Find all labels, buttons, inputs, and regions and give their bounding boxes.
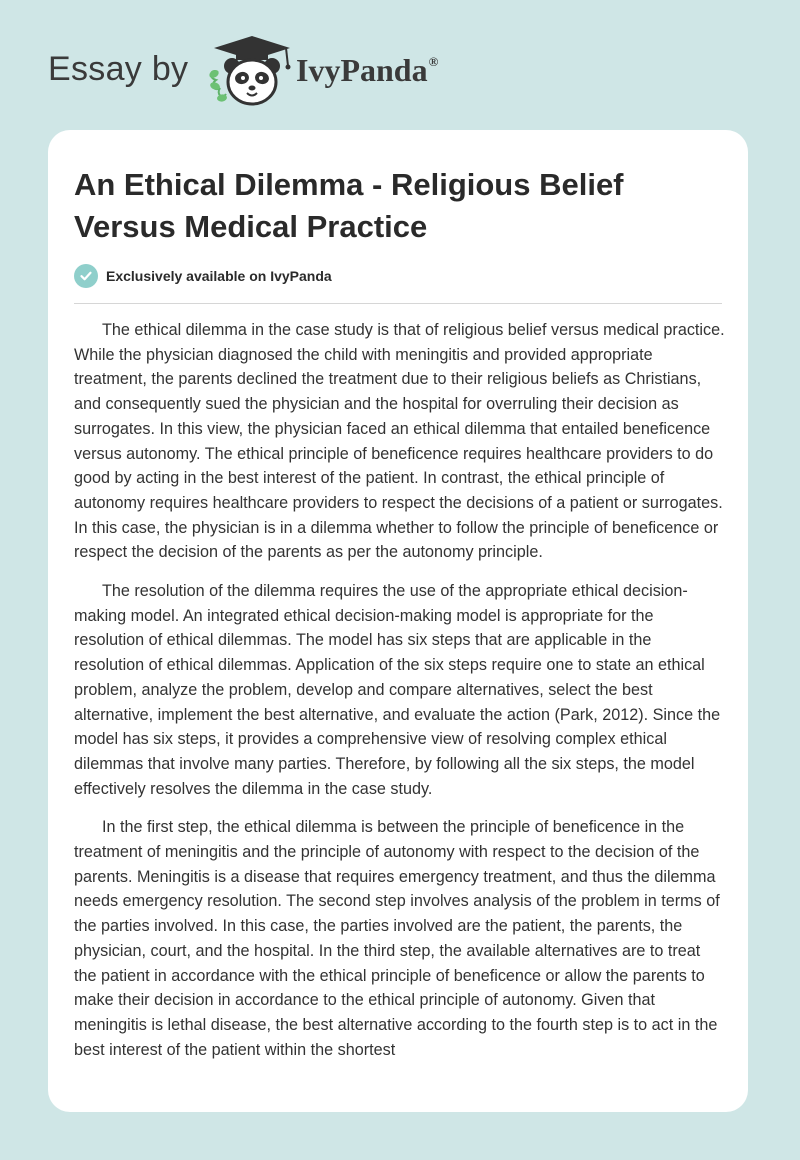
essay-card bbox=[48, 130, 748, 1112]
essay-by-label: Essay by bbox=[48, 50, 189, 88]
page-title: An Ethical Dilemma - Religious Belief Versus Medical Practice bbox=[74, 167, 624, 244]
registered-mark: ® bbox=[428, 54, 439, 69]
paragraph: In the first step, the ethical dilemma is between the principle of beneficence in the treatment of meningitis and the principle of autonomy with respect to the decision of the parents. Meningitis is a disease that requires emergency treatment, and thus the dilemma needs emergency resolution. The second step involves analysis of the problem in terms of the parties involved. In this case, the parties involved are the patient, the parents, the physician, court, and the hospital. In the third step, the available alternatives are to treat the patient in accordance with the ethical principle of beneficence or allow the parents to make their decision in accordance to the ethical principle of autonomy. Given that meningitis is lethal disease, the best alternative according to the fourth step is to act in the best interest of the patient within the shortest bbox=[74, 818, 720, 1059]
paragraph: The resolution of the dilemma requires the use of the appropriate ethical decision-making model. An integrated ethical decision-making model is appropriate for the resolution of ethical dilemmas. The model has six steps that are applicable in the resolution of ethical dilemmas. Application of the six steps require one to state an ethical problem, analyze the problem, develop and compare alternatives, select the best alternative, implement the best alternative, and evaluate the action (Park, 2012). Since the model has six steps, it provides a comprehensive view of resolving complex ethical dilemmas that involve many parties. Therefore, by following all the six steps, the model effectively resolves the dilemma in the case study. bbox=[74, 582, 721, 798]
divider bbox=[74, 303, 722, 304]
brand-name[interactable]: IvyPanda® bbox=[296, 52, 439, 88]
paragraph: The ethical dilemma in the case study is that of religious belief versus medical practice. While the physician diagnosed the child with meningitis and provided appropriate treatment, the parents declined the treatment due to their religious beliefs as Christians, and consequently sued the physician and the hospital for overruling their decision as surrogates. In this view, the physician faced an ethical dilemma that entailed beneficence versus autonomy. The ethical principle of beneficence requires healthcare providers to do good by acting in the best interest of the patient. In contrast, the ethical principle of autonomy requires healthcare providers to respect the decisions of a patient or surrogates. In this case, the physician is in a dilemma whether to follow the principle of beneficence or respect the decision of the parents as per the autonomy principle. bbox=[74, 321, 725, 562]
exclusive-badge-label: Exclusively available on IvyPanda bbox=[106, 268, 332, 284]
site-header bbox=[48, 30, 548, 110]
check-circle-icon bbox=[74, 264, 98, 288]
panda-graduate-icon[interactable] bbox=[204, 34, 294, 108]
exclusive-badge bbox=[74, 264, 332, 288]
essay-body bbox=[74, 318, 726, 1076]
